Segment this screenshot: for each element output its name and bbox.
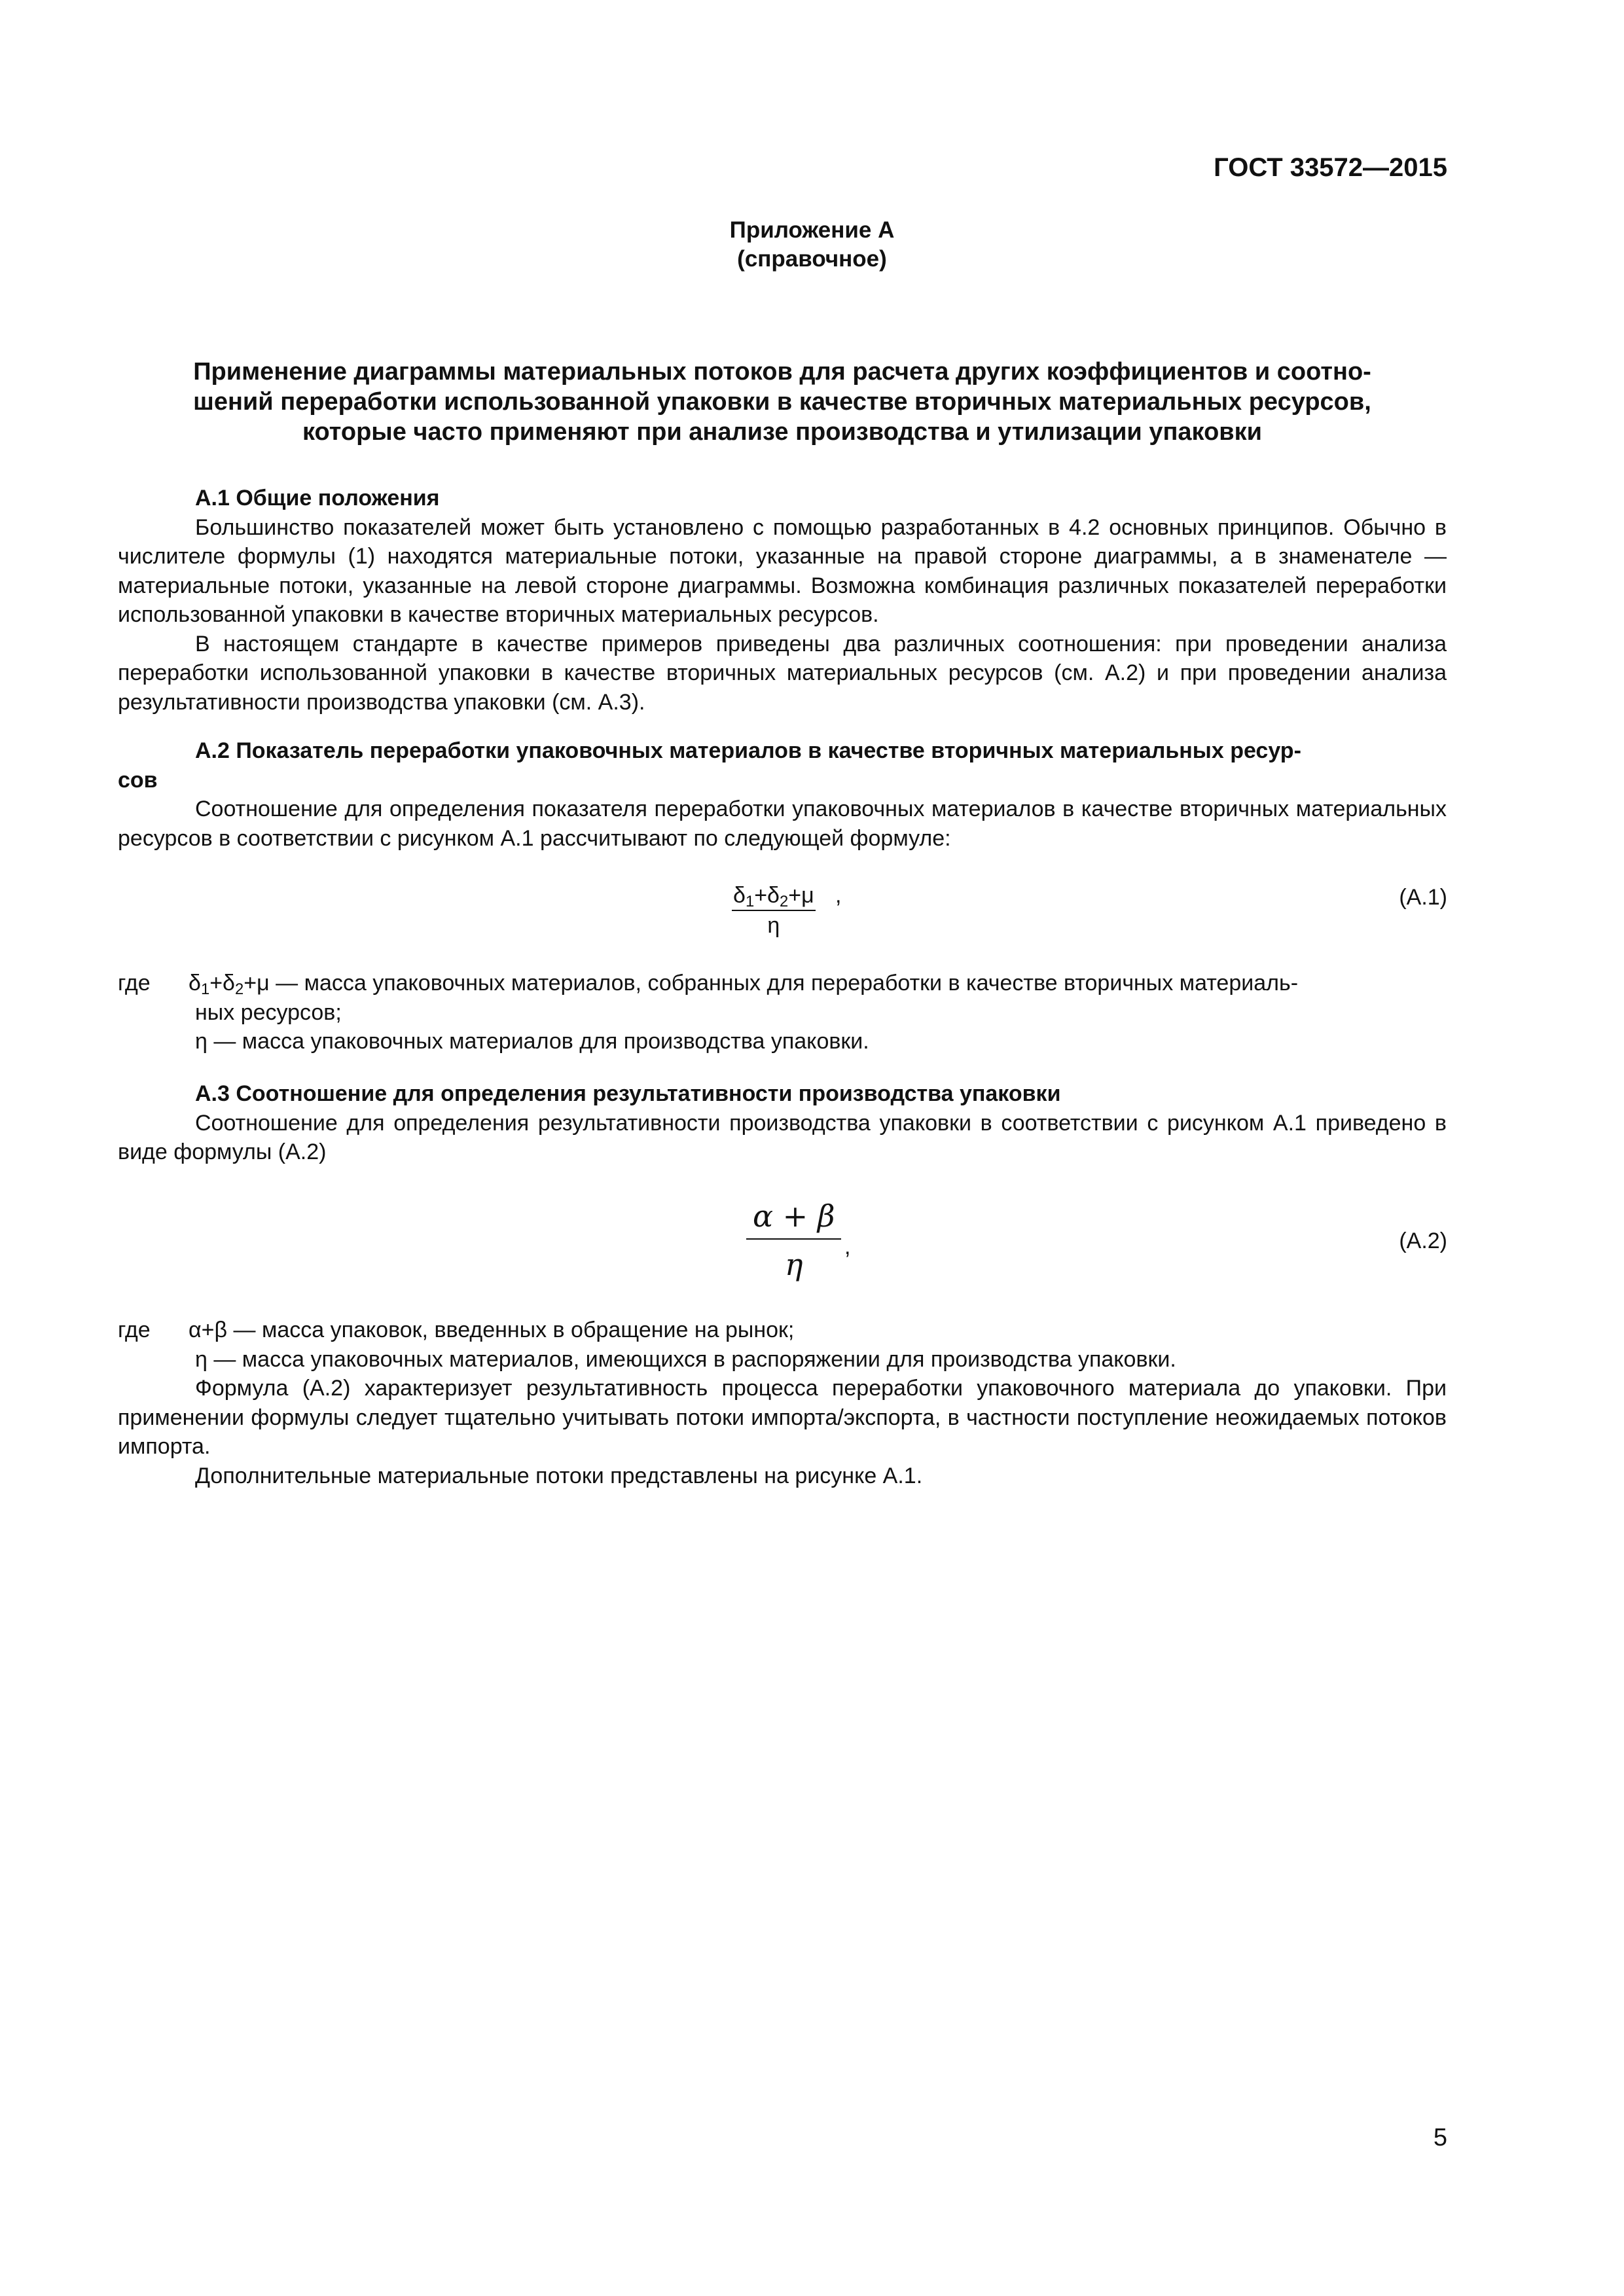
- section-a1-heading: А.1 Общие положения: [195, 486, 440, 511]
- annex-heading: [0, 216, 1624, 274]
- section-a3-paragraph-1: Соотношение для определения результативности производства упаковки в соответствии с рисунком А.1 приведено в виде формулы (А.2): [118, 1110, 1447, 1164]
- where-label: где: [118, 1318, 151, 1342]
- formula-a2-numerator: α + β: [746, 1198, 841, 1240]
- legend-row-cont: ных ресурсов;: [195, 999, 342, 1025]
- main-title-line-1: Применение диаграммы материальных потоков для расчета других коэффициентов и соотно-: [193, 358, 1371, 386]
- formula-a2-number: (А.2): [1399, 1229, 1447, 1253]
- document-code: ГОСТ 33572—2015: [1214, 153, 1447, 182]
- formula-a1: [732, 882, 842, 939]
- section-a2-heading-cont: сов: [118, 767, 158, 793]
- formula-a2-denominator: η: [784, 1247, 803, 1282]
- formula-a1-number: (А.1): [1399, 885, 1447, 910]
- where-label: где: [118, 971, 151, 996]
- section-a1-paragraph-1: Большинство показателей может быть установлено с помощью разработанных в 4.2 основных принципов. Обычно в числителе формулы (1) находятся материальные потоки, указанные на правой стороне диаграммы, а в знаменателе — материальные потоки, указанные на левой стороне диаграммы. Возможна комбинация различных показателей переработки использованной упаковки в качестве вторичных материальных ресурсов.: [118, 514, 1447, 627]
- formula-a2-comma: ,: [844, 1234, 851, 1259]
- section-a1-paragraph-2: В настоящем стандарте в качестве примеров приведены два различных соотношения: при проведении анализа переработки использованной упаковки в качестве вторичных материальных ресурсов (см. А.2) и при проведении анализа результативности производства упаковки (см. А.3).: [118, 631, 1447, 715]
- formula-a1-denominator: η: [767, 913, 780, 938]
- main-title-line-2: шений переработки использованной упаковки в качестве вторичных материальных ресурсов,: [193, 388, 1371, 416]
- annex-title: Приложение А: [729, 217, 895, 243]
- section-a1: [118, 484, 1447, 717]
- annex-main-title: [118, 357, 1447, 447]
- section-a3-paragraph-3: Дополнительные материальные потоки представлены на рисунке А.1.: [195, 1463, 923, 1488]
- formula-a1-legend: [118, 969, 1447, 1056]
- section-a2-paragraph-1: Соотношение для определения показателя переработки упаковочных материалов в качестве вторичных материальных ресурсов в соответствии с рисунком А.1 рассчитывают по следующей формуле:: [118, 797, 1447, 851]
- section-a3: [118, 1079, 1447, 1167]
- section-a3-paragraph-2: Формула (А.2) характеризует результативность процесса переработки упаковочного материала до упаковки. При применении формулы следует тщательно учитывать потоки импорта/экспорта, в частности поступление неожидаемых потоков импорта.: [118, 1376, 1447, 1459]
- formula-a2: [746, 1198, 851, 1283]
- formula-a1-numerator: $\delta_1+\delta_2+\mu$: [733, 883, 814, 910]
- formula-a2-legend: [118, 1316, 1447, 1490]
- section-a3-heading: А.3 Соотношение для определения результативности производства упаковки: [195, 1081, 1061, 1106]
- legend-row: где α+β — масса упаковок, введенных в обращение на рынок;: [118, 1316, 1447, 1345]
- legend-row: где $\delta_1+\delta_2+\mu$ — масса упаковочных материалов, собранных для переработки в качестве вторичных материаль-: [118, 969, 1447, 998]
- main-title-line-3: которые часто применяют при анализе производства и утилизации упаковки: [302, 418, 1263, 446]
- formula-a1-comma: ,: [835, 883, 842, 908]
- page-number: 5: [1433, 2124, 1447, 2151]
- annex-subtitle: (справочное): [737, 246, 887, 272]
- section-a2-heading-part-1: А.2 Показатель переработки упаковочных материалов в качестве вторичных материальных ресур-: [195, 738, 1301, 763]
- section-a2-heading: [118, 736, 1447, 766]
- legend-row: η — масса упаковочных материалов, имеющихся в распоряжении для производства упаковки.: [195, 1346, 1176, 1372]
- legend-row: η — масса упаковочных материалов для производства упаковки.: [195, 1029, 869, 1054]
- section-a2: [118, 736, 1447, 853]
